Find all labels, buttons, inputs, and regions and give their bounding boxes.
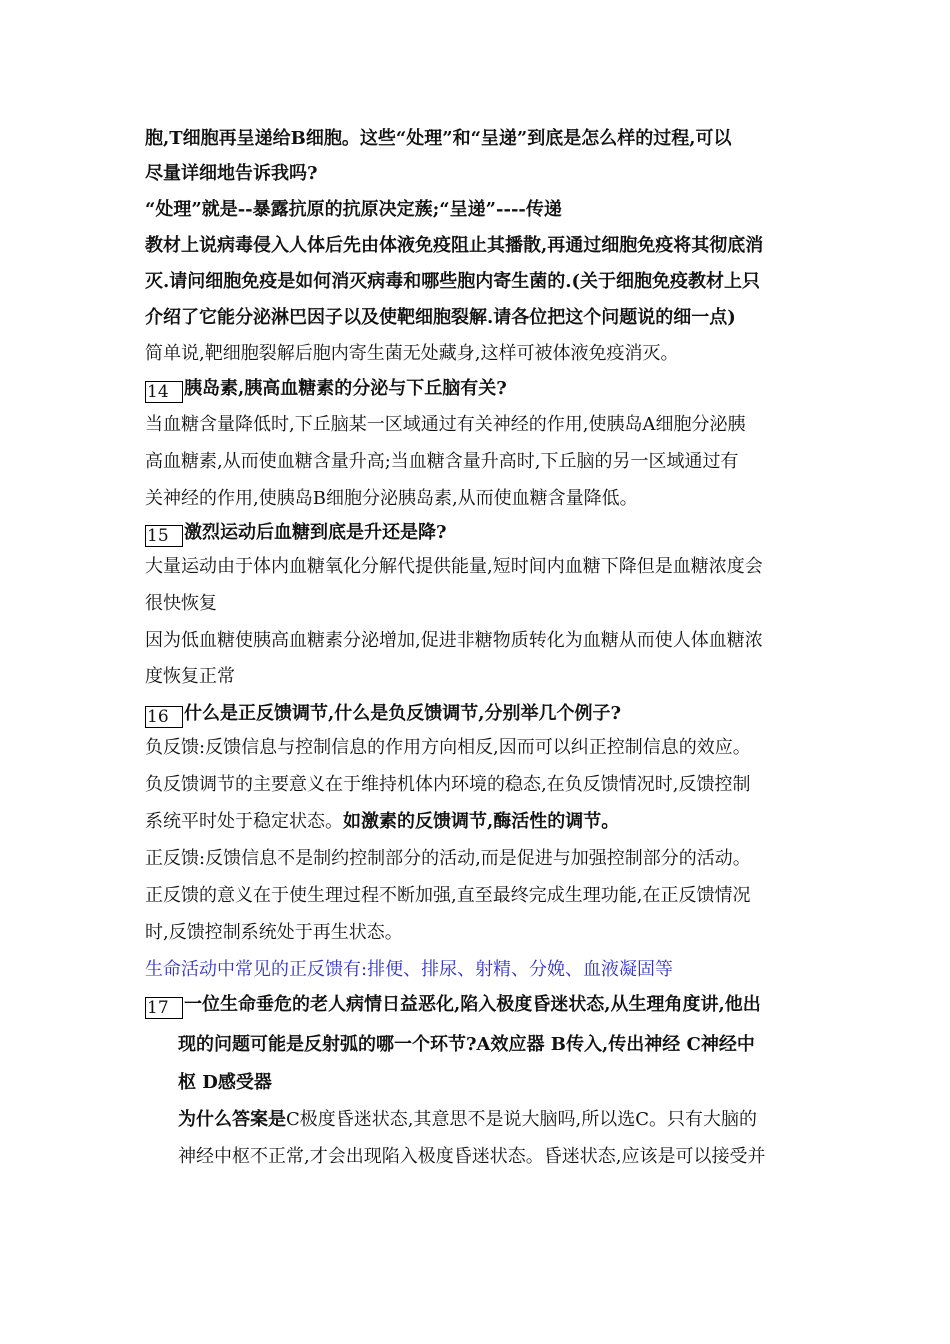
question-16	[145, 702, 621, 728]
text-line-blue: 生命活动中常见的正反馈有:排便、排尿、射精、分娩、血液凝固等	[145, 959, 674, 980]
question-text: 胰岛素,胰高血糖素的分泌与下丘脑有关?	[184, 378, 507, 399]
text-span-bold: 为什么答案是	[178, 1109, 286, 1130]
text-line: 度恢复正常	[145, 666, 235, 687]
text-span: 系统平时处于稳定状态。	[145, 811, 343, 832]
text-line: 灭.请问细胞免疫是如何消灭病毒和哪些胞内寄生菌的.(关于细胞免疫教材上只	[145, 271, 761, 292]
text-line: 高血糖素,从而使血糖含量升高;当血糖含量升高时,下丘脑的另一区域通过有	[145, 451, 739, 472]
text-line: 介绍了它能分泌淋巴因子以及使靶细胞裂解.请各位把这个问题说的细一点)	[145, 307, 736, 328]
text-line: 现的问题可能是反射弧的哪一个环节?A效应器 B传入,传出神经 C神经中	[178, 1034, 755, 1055]
question-number-box: 16	[145, 706, 183, 728]
question-14	[145, 377, 507, 403]
text-line: 正反馈的意义在于使生理过程不断加强,直至最终完成生理功能,在正反馈情况	[145, 885, 751, 906]
text-line: 胞,T细胞再呈递给B细胞。这些“处理”和“呈递”到底是怎么样的过程,可以	[145, 128, 732, 149]
text-line	[145, 810, 619, 834]
text-line: “处理”就是--暴露抗原的抗原决定蔟;“呈递”----传递	[145, 199, 562, 220]
text-line: 负反馈调节的主要意义在于维持机体内环境的稳态,在负反馈情况时,反馈控制	[145, 774, 751, 795]
text-span: C极度昏迷状态,其意思不是说大脑吗,所以选C。只有大脑的	[286, 1109, 757, 1130]
text-line: 正反馈:反馈信息不是制约控制部分的活动,而是促进与加强控制部分的活动。	[145, 848, 751, 869]
question-number-box: 14	[145, 381, 183, 403]
question-text: 一位生命垂危的老人病情日益恶化,陷入极度昏迷状态,从生理角度讲,他出	[184, 994, 761, 1015]
text-line: 尽量详细地告诉我吗?	[145, 163, 318, 184]
text-line: 简单说,靶细胞裂解后胞内寄生菌无处藏身,这样可被体液免疫消灭。	[145, 343, 679, 364]
question-text: 什么是正反馈调节,什么是负反馈调节,分别举几个例子?	[184, 703, 622, 724]
text-line: 关神经的作用,使胰岛B细胞分泌胰岛素,从而使血糖含量降低。	[145, 488, 638, 509]
question-text: 激烈运动后血糖到底是升还是降?	[184, 522, 447, 543]
text-line: 枢 D感受器	[178, 1072, 272, 1093]
text-span-bold: 如激素的反馈调节,酶活性的调节。	[343, 811, 620, 832]
question-number-box: 15	[145, 525, 183, 547]
question-15	[145, 521, 447, 547]
text-line: 当血糖含量降低时,下丘脑某一区域通过有关神经的作用,使胰岛A细胞分泌胰	[145, 414, 746, 435]
text-line: 神经中枢不正常,才会出现陷入极度昏迷状态。昏迷状态,应该是可以接受并	[178, 1146, 766, 1167]
text-line	[178, 1108, 757, 1132]
question-17	[145, 993, 761, 1019]
text-line: 负反馈:反馈信息与控制信息的作用方向相反,因而可以纠正控制信息的效应。	[145, 737, 751, 758]
text-line: 时,反馈控制系统处于再生状态。	[145, 922, 403, 943]
text-line: 很快恢复	[145, 593, 217, 614]
text-line: 教材上说病毒侵入人体后先由体液免疫阻止其播散,再通过细胞免疫将其彻底消	[145, 235, 764, 256]
text-line: 大量运动由于体内血糖氧化分解代提供能量,短时间内血糖下降但是血糖浓度会	[145, 556, 763, 577]
text-line: 因为低血糖使胰高血糖素分泌增加,促进非糖物质转化为血糖从而使人体血糖浓	[145, 630, 763, 651]
question-number-box: 17	[145, 997, 183, 1019]
